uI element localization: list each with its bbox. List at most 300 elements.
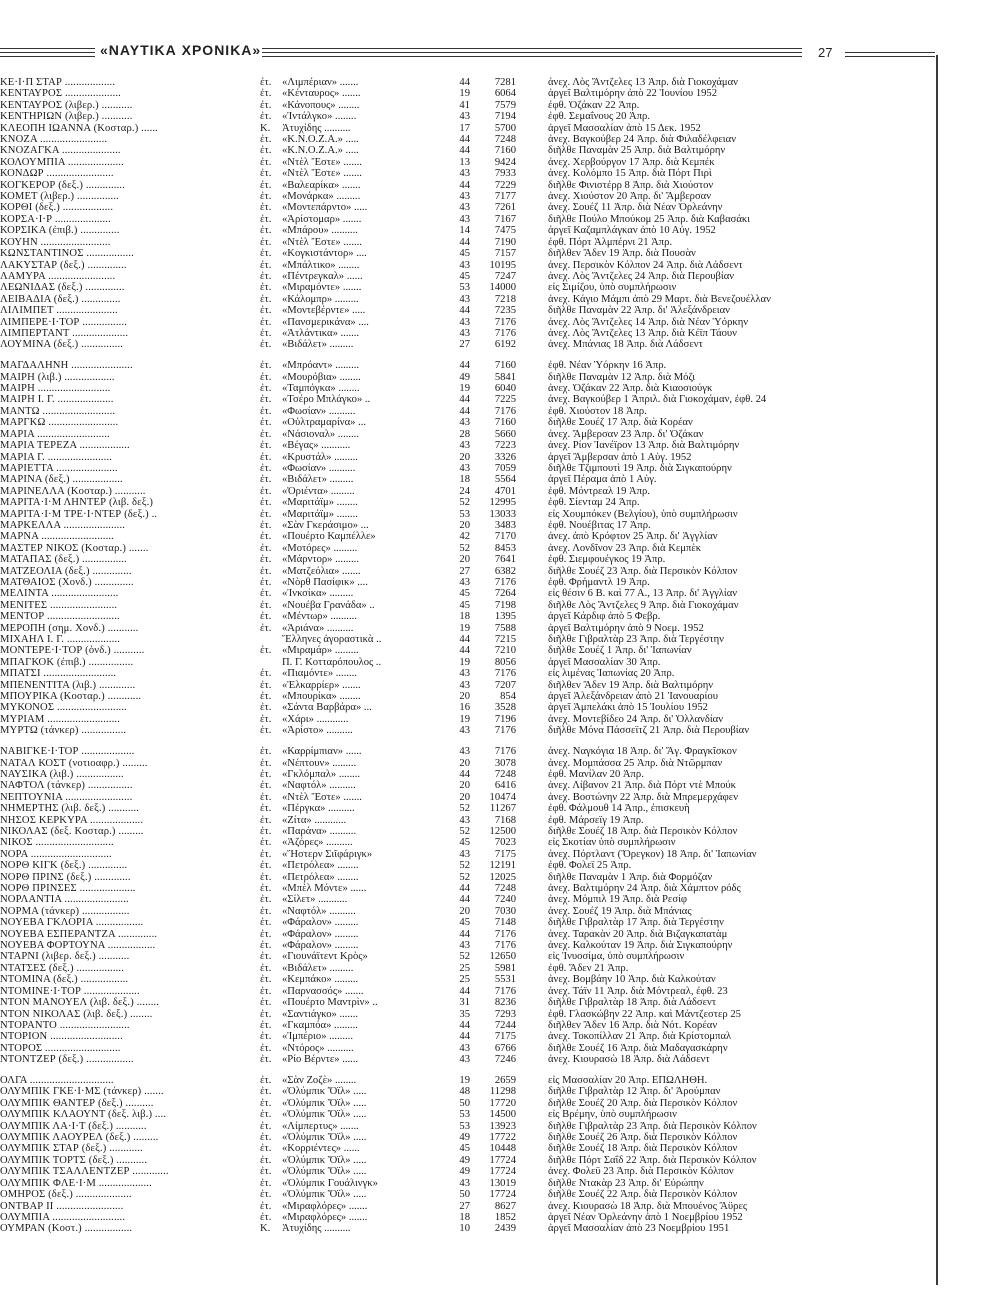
tonnage: 7248 [494,134,516,146]
agent: «Πανσμερικάνα» .... [282,316,369,328]
agent: «Γιουνάϊτεντ Κρὸς» [282,951,368,963]
build-year: 41 [459,99,470,111]
agent: «Μπάλτικο» ........ [282,259,360,271]
ship-name: ΜΥΚΟΝΟΣ ......................... [0,702,127,714]
voyage-status: διῆλθε Μόνα Πάσσεϊτζ 21 Ἀπρ. διὰ Περουβίαν [548,725,749,737]
tonnage: 7261 [494,202,516,214]
tonnage: 7176 [494,928,516,940]
vessel-type: ἐτ. [260,871,272,883]
ship-name: ΜΟΝΤΕΡΕ·Ι·ΤΟΡ (ὁνδ.) ........... [0,645,145,657]
vessel-type: ἐτ. [260,405,272,417]
build-year: 44 [459,360,470,372]
ship-name: ΚΟΡΣΑ·Ι·Ρ .................... [0,213,111,225]
ship-name: ΜΑΡΙΝΑ (δεξ.) .................. [0,474,123,486]
vessel-type: ἐτ. [260,77,272,88]
ship-name: ΚΕΝΤΑΥΡΟΣ (λιβερ.) ........... [0,99,133,111]
ship-name: ΚΟΝΔΩΡ ........................ [0,168,114,180]
vessel-type: ἐτ. [260,474,272,486]
voyage-status: ἀνεχ. Μομπάσσα 25 Ἀπρ. διὰ Ντῶρμπαν [548,757,723,769]
vessel-type: ἐτ. [260,668,272,680]
build-year: 20 [459,791,470,803]
ship-name: ΝΤΟΝ ΝΙΚΟΛΑΣ (λιβ. δεξ.) ........ [0,1008,153,1020]
tonnage: 7176 [494,668,516,680]
ship-entry [0,1054,930,1065]
voyage-status: ἀργεῖ Καζαμπλάγκαν ἀπὸ 10 Αὐγ. 1952 [548,225,716,237]
tonnage: 7223 [494,440,516,452]
agent: «Ὀλύμπικ Ὄϊλ» ..... [282,1086,367,1098]
build-year: 44 [459,1019,470,1031]
ship-entry [0,509,930,520]
agent: «Ἰνκσίκα» ......... [282,588,354,600]
ship-entry [0,634,930,645]
ship-name: ΝΤΟΝ ΜΑΝΟΥΕΛ (λιβ. δεξ.) ........ [0,997,160,1009]
ship-name: ΚΟΥΗΝ ......................... [0,236,111,248]
build-year: 48 [459,1086,470,1098]
voyage-status: διῆλθε Λὸς Ἄντζελες 9 Ἀπρ. διὰ Γιοκοχάμαν [548,599,739,611]
voyage-status: ἀνεχ. Μπάνιας 18 Ἀπρ. διὰ Λάδσεντ [548,339,703,351]
voyage-status: ἀνεχ. Λὸς Ἄντζελες 13 Ἀπρ. διὰ Κέϊπ Τάουν [548,327,737,339]
vessel-type: ἐτ. [260,236,272,248]
build-year: 17 [459,122,470,134]
ship-name: ΛΑΚΥΣΤΑΡ (δεξ.) .............. [0,259,127,271]
tonnage: 6382 [494,565,516,577]
vessel-type: ἐτ. [260,1177,272,1189]
tonnage: 7246 [494,1054,516,1066]
build-year: 44 [459,883,470,895]
ship-entry [0,360,930,371]
tonnage: 7160 [494,360,516,372]
ship-name: ΟΛΥΜΠΙΚ ΛΑΟΥΡΕΛ (δεξ.) ......... [0,1132,159,1144]
ship-entry [0,680,930,691]
tonnage: 7210 [494,645,516,657]
agent: «Σὰν Γκεράσιμο» ... [282,519,369,531]
agent: «Βιδάλετ» ......... [282,474,354,486]
voyage-status: διῆλθε Ντακὰρ 23 Ἀπρ. δι' Εὐρώπην [548,1177,704,1189]
ship-name: ΜΑΡΙΕΤΤΑ ...................... [0,462,118,474]
build-year: 53 [459,1120,470,1132]
agent: «Σὰν Ζοζὲ» ........ [282,1075,357,1087]
ship-name: ΜΑΡΙΤΑ·Ι·Μ ΤΡΕ·Ι·ΝΤΕΡ (δεξ.) .. [0,508,158,520]
ship-entry [0,974,930,985]
ship-name: ΜΑΡΓΚΩ ......................... [0,417,119,429]
voyage-status: ἀργεῖ Βαλτιμόρην ἀπὸ 9 Νοεμ. 1952 [548,622,704,634]
vessel-type: ἐτ. [260,814,272,826]
vessel-type: ἐτ. [260,1031,272,1043]
agent: «Βιδάλετ» ......... [282,962,354,974]
build-year: 43 [459,668,470,680]
agent: «Ἀζόρες» .......... [282,837,353,849]
vessel-type: ἐτ. [260,928,272,940]
build-year: 16 [459,702,470,714]
voyage-status: ἀνεχ. Περσικὸν Κόλπον 24 Ἀπρ. διὰ Λάδσεντ [548,259,743,271]
ship-name: ΜΑΝΤΩ .......................... [0,405,116,417]
agent: «Ναφτόλ» .......... [282,780,356,792]
agent: «Μέντωρ» .......... [282,611,357,623]
ship-entry [0,566,930,577]
agent: «Μιραφλόρες» ....... [282,1200,368,1212]
ship-entry [0,168,930,179]
agent: «Λίμπερτυς» ....... [282,1120,359,1132]
ship-name: ΝΤΟΜΙΝΕ·Ι·ΤΟΡ .................... [0,985,140,997]
build-year: 53 [459,508,470,520]
agent: «Μοντεπάρντο» ..... [282,202,368,214]
ship-name: ΜΠΑΤΣΙ .......................... [0,668,117,680]
agent: «Πέργκα» .......... [282,803,355,815]
tonnage: 7218 [494,293,516,305]
tonnage: 7588 [494,622,516,634]
voyage-status: ἀνεχ. Λὸς Ἄντζελες 24 Ἀπρ. διὰ Περουβίαν [548,270,735,282]
agent: «Μιραμόντε» ....... [282,282,362,294]
agent: «Νουέβα Γρανάδα» .. [282,599,375,611]
ship-entry [0,1223,930,1234]
ship-entry [0,417,930,428]
ship-name: ΚΝΟΖΑ ........................ [0,134,108,146]
vessel-type: ἐτ. [260,316,272,328]
tonnage: 7176 [494,940,516,952]
ship-entry [0,305,930,316]
ship-entry [0,917,930,928]
build-year: 28 [459,428,470,440]
ship-entry [0,111,930,122]
agent: «Ὀριέντα» ......... [282,485,355,497]
header-rule [0,52,95,53]
vessel-type: ἐτ. [260,327,272,339]
vessel-type: ἐτ. [260,599,272,611]
agent: «Γκλόμπαλ» ........ [282,768,361,780]
tonnage: 8453 [494,542,516,554]
ship-entry [0,657,930,668]
agent: «Βιδάλετ» ......... [282,339,354,351]
voyage-status: ἐφθ. Μανίλαν 20 Ἀπρ. [548,768,644,780]
vessel-type: ἐτ. [260,576,272,588]
build-year: 43 [459,259,470,271]
vessel-type: ἐτ. [260,962,272,974]
voyage-status: ἀργεῖ Ἀμπελάκι ἀπὸ 15 Ἰουλίου 1952 [548,702,708,714]
agent: «Οὐλτραμαρίνα» ... [282,417,367,429]
tonnage: 7215 [494,634,516,645]
ship-entry [0,394,930,405]
build-year: 43 [459,316,470,328]
build-year: 49 [459,371,470,383]
ship-entry [0,758,930,769]
ship-name: ΚΛΕΟΠΗ ΙΩΑΝΝΑ (Κοσταρ.) ...... [0,122,158,134]
tonnage: 8056 [494,656,516,668]
build-year: 43 [459,191,470,203]
vessel-type: ἐτ. [260,1019,272,1031]
agent: «Ντὲλ Ἔστε» ....... [282,791,362,803]
tonnage: 11267 [489,803,516,815]
ship-entry [0,780,930,791]
voyage-status: ἀργεῖ Νέαν Ὀρλεάνην ἀπὸ 1 Νοεμβρίου 1952 [548,1211,743,1223]
vessel-type: ἐτ. [260,768,272,780]
agent: «Ματζεόλια» ....... [282,565,361,577]
voyage-status: ἀνεχ. ἀπὸ Κρόφτον 25 Ἀπρ. δι' Ἀγγλίαν [548,531,718,543]
vessel-type: ἐτ. [260,1042,272,1054]
voyage-status: ἀνεχ. Βαγκούβερ 24 Ἀπρ. διὰ Φιλαδέλφειαν [548,134,736,146]
build-year: 19 [459,1075,470,1087]
ship-register [0,77,930,1244]
ship-entry [0,997,930,1008]
agent: «Μπάρου» .......... [282,225,358,237]
ship-name: ΚΩΝΣΤΑΝΤΙΝΟΣ ................. [0,248,134,260]
voyage-status: ἀνεχ. Κάγιο Μάμπι ἀπὸ 29 Μαρτ. διὰ Βενεζουέλλαν [548,293,771,305]
tonnage: 1852 [494,1211,516,1223]
ship-name: ΜΑΓΔΑΛΗΝΗ ...................... [0,360,133,372]
tonnage: 7059 [494,462,516,474]
vessel-type: ἐτ. [260,803,272,815]
voyage-status: ἀνεχ. Κιουρασὼ 18 Ἀπρ. διὰ Μπουένος Ἄϋρες [548,1200,748,1212]
vessel-type: ἐτ. [260,757,272,769]
agent: «Πετρόλεα» ........ [282,860,359,872]
voyage-status: ἐφθ. Φρήμαντλ 19 Ἀπρ. [548,576,650,588]
vessel-type: ἐτ. [260,588,272,600]
header-rule [845,52,935,53]
ship-entry [0,792,930,803]
voyage-status: εἰς Σιμίζου, ὑπὸ συμπλήρωσιν [548,282,677,294]
build-year: 50 [459,1189,470,1201]
agent: «Ντὲλ Ἔστε» ....... [282,168,362,180]
tonnage: 7264 [494,588,516,600]
agent: «Φωσίαν» .......... [282,462,356,474]
build-year: 43 [459,1054,470,1066]
ship-entry [0,1031,930,1042]
agent: «Ρίο Βέρντε» ...... [282,1054,359,1066]
voyage-status: ἀνεχ. Σουέζ 11 Ἀπρ. διὰ Νέαν Ὀρλεάνην [548,202,723,214]
ship-name: ΝΕΠΤΟΥΝΙΑ ........................ [0,791,133,803]
vessel-type: ἐτ. [260,905,272,917]
agent: «Ὀλύμπικ Ὄϊλ» ..... [282,1132,367,1144]
tonnage: 6064 [494,88,516,100]
agent: «Πιαμόντε» ........ [282,668,357,680]
tonnage: 13019 [489,1177,516,1189]
ship-name: ΟΛΥΜΠΙΚ ΤΣΑΛΛΕΝΤΖΕΡ ............. [0,1166,169,1178]
agent: «Μοτόρες» ......... [282,542,358,554]
agent: «Μάρντορ» ......... [282,554,359,566]
agent: «Μαριτάϊμ» ........ [282,508,358,520]
ship-name: ΟΛΥΜΠΙΚ ΣΤΑΡ (δεξ.) ............ [0,1143,143,1155]
build-year: 45 [459,837,470,849]
header-rule [262,56,802,57]
tonnage: 7579 [494,99,516,111]
vessel-type: ἐτ. [260,383,272,395]
ship-entry [0,554,930,565]
vessel-type: ἐτ. [260,225,272,237]
voyage-status: διῆλθε Παναμὰν 1 Ἀπρ. διὰ Φορμόζαν [548,871,713,883]
agent: «Σάντα Βαρβάρα» ... [282,702,372,714]
ship-entry [0,452,930,463]
build-year: 43 [459,462,470,474]
ship-entry [0,1166,930,1177]
ship-name: ΟΝΤΒΑΡ ΙΙ ........................ [0,1200,124,1212]
build-year: 27 [459,565,470,577]
ship-name: ΜΕΡΟΠΗ (σημ. Χονδ.) ........... [0,622,139,634]
ship-name: ΜΠΟΥΡΙΚΑ (Κοσταρ.) ............ [0,691,142,703]
build-year: 24 [459,485,470,497]
tonnage: 7196 [494,713,516,725]
ship-entry [0,588,930,599]
vessel-type: ἐτ. [260,111,272,123]
ship-entry [0,531,930,542]
ship-entry [0,214,930,225]
build-year: 43 [459,111,470,123]
build-year: 43 [459,440,470,452]
voyage-status: διῆλθε Σουέζ 23 Ἀπρ. διὰ Περσικὸν Κόλπον [548,565,738,577]
voyage-status: ἐφθ. Σεμαΐνους 20 Ἀπρ. [548,111,650,123]
agent: «Ἐλκαρρίερ» ....... [282,679,361,691]
agent: Ἀτυχίδης .......... [282,1223,351,1235]
vessel-type: Κ. [260,122,271,134]
agent: «Ντὲλ Ἔστε» ....... [282,236,362,248]
ship-name: ΝΙΚΟΣ ............................ [0,837,114,849]
voyage-status: διῆλθε Φινιστέρρ 8 Ἀπρ. διὰ Χιούστον [548,179,714,191]
ship-entry [0,860,930,871]
build-year: 20 [459,519,470,531]
tonnage: 7176 [494,316,516,328]
ship-name: ΛΑΜΥΡΑ ........................ [0,270,116,282]
tonnage: 4701 [494,485,516,497]
tonnage: 7023 [494,837,516,849]
voyage-status: εἰς Μασσαλίαν 20 Ἀπρ. ΕΠΩΛΗΘΗ. [548,1075,708,1087]
vessel-type: ἐτ. [260,1054,272,1066]
ship-name: ΝΤΟΡΑΝΤΟ ......................... [0,1019,130,1031]
build-year: 44 [459,145,470,157]
build-year: 45 [459,248,470,260]
build-year: 18 [459,611,470,623]
voyage-status: εἰς Χουμπόκεν (Βελγίου), ὑπὸ συμπλήρωσιν [548,508,738,520]
vessel-type: ἐτ. [260,746,272,758]
ship-name: ΜΑΣΤΕΡ ΝΙΚΟΣ (Κοσταρ.) ....... [0,542,149,554]
vessel-type: ἐτ. [260,940,272,952]
vessel-type: ἐτ. [260,565,272,577]
build-year: 44 [459,928,470,940]
build-year: 43 [459,1042,470,1054]
ship-name: ΟΛΥΜΠΙΚ ΚΛΑΟΥΝΤ (δεξ. λιβ.) .... [0,1109,167,1121]
ship-name: ΚΟΜΕΤ (λιβερ.) ............... [0,191,119,203]
vessel-type: ἐτ. [260,1120,272,1132]
tonnage: 5841 [494,371,516,383]
vessel-type: ἐτ. [260,248,272,260]
vessel-type: ἐτ. [260,1086,272,1098]
vessel-type: ἐτ. [260,1132,272,1144]
agent: «Ὀλύμπικ Ὄϊλ» ..... [282,1097,367,1109]
ship-name: ΛΙΛΙΜΠΕΤ ...................... [0,305,118,317]
ship-entry [0,849,930,860]
voyage-status: εἰς Βρέμην, ὑπὸ συμπλήρωσιν [548,1109,677,1121]
agent: «Ὀλύμπικ Ὄϊλ» ..... [282,1166,367,1178]
ship-group [0,746,930,1065]
agent: «Νὸρθ Πασίφικ» .... [282,576,368,588]
build-year: 45 [459,917,470,929]
agent: «Μπουρίκα» ........ [282,691,361,703]
build-year: 49 [459,1166,470,1178]
ship-name: ΜΥΡΙΑΜ .......................... [0,713,121,725]
vessel-type: ἐτ. [260,1143,272,1155]
ship-entry [0,145,930,156]
build-year: 43 [459,417,470,429]
vessel-type: ἐτ. [260,371,272,383]
ship-entry [0,339,930,350]
vessel-type: ἐτ. [260,1008,272,1020]
ship-name: ΜΕΛΙΝΤΑ ........................ [0,588,119,600]
build-year: 52 [459,803,470,815]
ship-entry [0,929,930,940]
tonnage: 17724 [489,1189,516,1201]
agent: «Κεμπάκο» ......... [282,974,359,986]
ship-entry [0,1201,930,1212]
ship-name: ΟΥΜΡΑΝ (Κοστ.) ................. [0,1223,133,1235]
voyage-status: διῆλθεν Ἄδεν 16 Ἀπρ. διὰ Νότ. Κορέαν [548,1019,718,1031]
tonnage: 14000 [489,282,516,294]
ship-entry [0,486,930,497]
tonnage: 6040 [494,383,516,395]
build-year: 44 [459,179,470,191]
build-year: 44 [459,394,470,406]
agent: Ἕλληνες ἀγοραστικὰ .. [282,634,382,645]
build-year: 20 [459,905,470,917]
tonnage: 7167 [494,213,516,225]
agent: «Πετρόλεα» ........ [282,871,359,883]
voyage-status: εἰς λιμένας Ἰαπωνίας 20 Ἀπρ. [548,668,675,680]
ship-entry [0,100,930,111]
build-year: 18 [459,1211,470,1223]
voyage-status: ἐφθ. Μόντρεαλ 19 Ἀπρ. [548,485,650,497]
voyage-status: ἐφθ. Φάλμουθ 14 Ἀπρ., ἐπισκευὴ [548,803,690,815]
vessel-type: ἐτ. [260,1075,272,1087]
agent: «Κάλομπρ» ......... [282,293,359,305]
tonnage: 7157 [494,248,516,260]
build-year: 13 [459,156,470,168]
agent: «Παρνασσός» ....... [282,985,364,997]
ship-name: ΜΑΡΙΝΕΛΛΑ (Κοσταρ.) ........... [0,485,146,497]
voyage-status: ἀργεῖ Μασσαλίαν ἀπὸ 15 Δεκ. 1952 [548,122,701,134]
tonnage: 5564 [494,474,516,486]
ship-entry [0,520,930,531]
tonnage: 7198 [494,599,516,611]
vessel-type: ἐτ. [260,702,272,714]
vessel-type: ἐτ. [260,270,272,282]
ship-name: ΝΑΤΑΛ ΚΟΣΤ (νοτιοαφρ.) ......... [0,757,148,769]
agent: «Ζίτα» ............ [282,814,347,826]
ship-entry [0,803,930,814]
vessel-type: ἐτ. [260,974,272,986]
tonnage: 9424 [494,156,516,168]
voyage-status: ἀνεχ. Βαλτιμόρην 24 Ἀπρ. διὰ Χάμπτον ρόδς [548,883,741,895]
agent: «Ἥστερν Σιῖφάριγκ» [282,848,373,860]
voyage-status: ἀνεχ. Σουέζ 19 Ἀπρ. διὰ Μπάνιας [548,905,692,917]
voyage-status: διῆλθεν Ἄδεν 19 Ἀπρ. διὰ Πουσὰν [548,248,696,260]
agent: «Μουρόβια» ........ [282,371,361,383]
ship-name: ΝΟΡΘ ΠΡΙΝΣΕΣ .................... [0,883,136,895]
tonnage: 7176 [494,576,516,588]
voyage-status: ἀνεχ. Τάϊν 11 Ἀπρ. διὰ Μόντρεαλ, ἐφθ. 23 [548,985,728,997]
tonnage: 17724 [489,1166,516,1178]
build-year: 20 [459,757,470,769]
header-rule [0,48,95,49]
voyage-status: διῆλθε Σουέζ 18 Ἀπρ. διὰ Περσικὸν Κόλπον [548,826,738,837]
agent: «Μονάρκα» ......... [282,191,361,203]
agent: «Βαλεαρίκα» ....... [282,179,361,191]
ship-name: ΜΑΡΙΑ Γ. ....................... [0,451,113,463]
ship-name: ΜΑΡΙΑ ΤΕΡΕΖΑ .................. [0,440,130,452]
ship-entry [0,1189,930,1200]
ship-entry [0,1020,930,1031]
header-rule [0,56,95,57]
ship-entry [0,317,930,328]
build-year: 43 [459,848,470,860]
build-year: 19 [459,383,470,395]
ship-name: ΚΟΡΘΙ (δεξ.) .................. [0,202,114,214]
voyage-status: διῆλθε Σουέζ 26 Ἀπρ. διὰ Περσικὸν Κόλπον [548,1132,738,1144]
